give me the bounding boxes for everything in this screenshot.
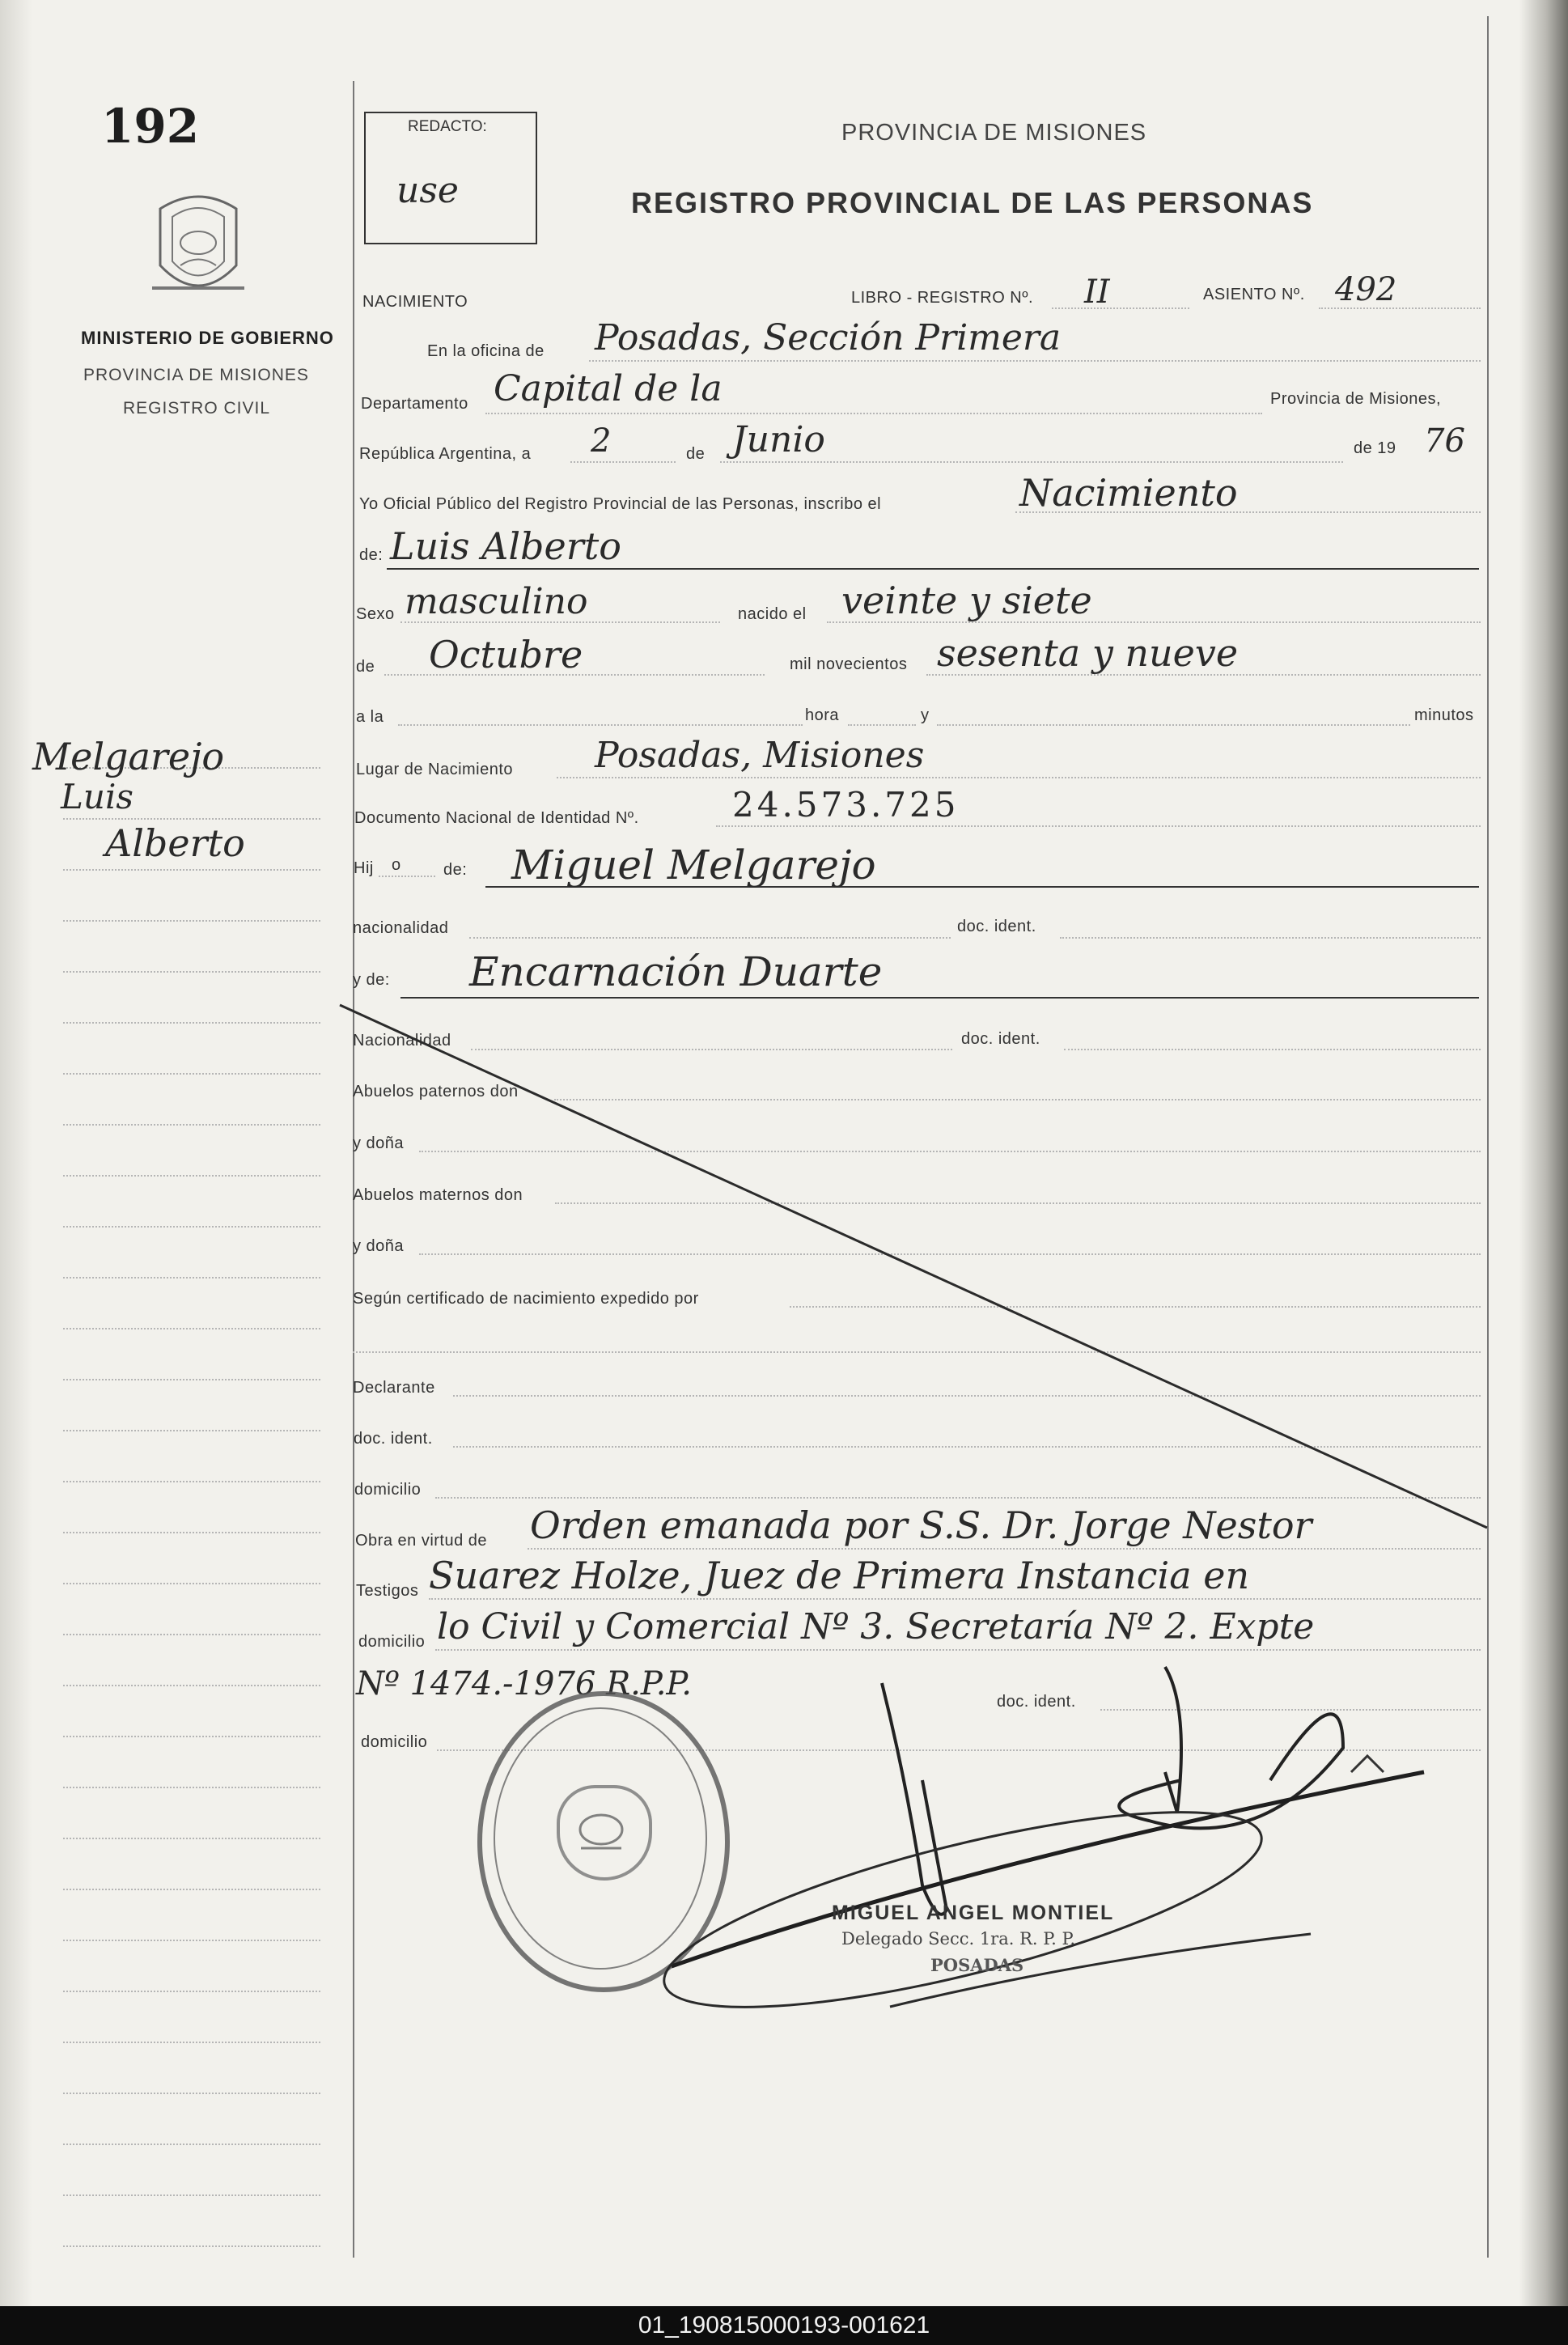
libro-label: LIBRO - REGISTRO Nº. (851, 289, 1034, 307)
anio-label: de 19 (1354, 439, 1396, 457)
oficina-label: En la oficina de (427, 342, 545, 360)
ydona-paterna-label: y doña (353, 1134, 405, 1152)
dni-value: 24.573.725 (732, 785, 960, 825)
nacido-label: nacido el (738, 605, 807, 623)
margin-note-surname: Melgarejo (32, 735, 225, 778)
anio-nac-value: sesenta y nueve (937, 631, 1239, 675)
declarante-label: Declarante (353, 1379, 435, 1397)
registry-label: REGISTRO CIVIL (123, 399, 271, 418)
docident-padre-label: doc. ident. (957, 918, 1036, 935)
testigos-value: Suarez Holze, Juez de Primera Instancia en (429, 1554, 1250, 1597)
acto-value: Nacimiento (1019, 471, 1238, 515)
redacto-value: use (396, 170, 459, 211)
registry-title: REGISTRO PROVINCIAL DE LAS PERSONAS (631, 186, 1314, 219)
domicilio-testigos-label: domicilio (358, 1633, 426, 1651)
provincia-label: Provincia de Misiones, (1270, 390, 1442, 408)
mes-nac-label: de (356, 658, 375, 676)
domicilio-testigos-value: lo Civil y Comercial Nº 3. Secretaría Nº 2. Expte (437, 1606, 1315, 1647)
madre-label: y de: (353, 971, 390, 989)
docident-testigos-label: doc. ident. (997, 1693, 1076, 1711)
official-role: Delegado Secc. 1ra. R. P. P. (841, 1929, 1076, 1949)
margin-note-middlename: Alberto (105, 821, 245, 865)
nacionalidad-padre-label: nacionalidad (353, 919, 449, 937)
sexo-value: masculino (405, 581, 588, 622)
domicilio-final-label: domicilio (361, 1733, 428, 1751)
testigos-label: Testigos (356, 1582, 419, 1600)
hijo-label: Hij (354, 859, 374, 877)
expediente-value: Nº 1474.-1976 R.P.P. (356, 1665, 692, 1703)
dia-value: 2 (591, 422, 612, 460)
nacionalidad-madre-label: Nacionalidad (353, 1032, 451, 1050)
redacto-label: REDACTO: (408, 118, 487, 135)
obra-value: Orden emanada por S.S. Dr. Jorge Nestor (530, 1503, 1312, 1547)
departamento-label: Departamento (361, 395, 468, 413)
asiento-label: ASIENTO Nº. (1203, 286, 1305, 303)
lugar-label: Lugar de Nacimiento (356, 761, 514, 778)
departamento-value: Capital de la (494, 368, 723, 409)
obra-label: Obra en virtud de (355, 1532, 488, 1550)
de-label: de (686, 445, 706, 463)
hora-label: hora (805, 706, 840, 724)
segun-label: Según certificado de nacimiento expedido por (353, 1290, 699, 1308)
docident-declarante-label: doc. ident. (354, 1430, 433, 1448)
abuelos-paternos-label: Abuelos paternos don (353, 1083, 519, 1100)
official-city: POSADAS (930, 1955, 1024, 1975)
mes-value: Junio (732, 419, 825, 460)
docident-madre-label: doc. ident. (961, 1030, 1040, 1048)
padre-value: Miguel Melgarejo (511, 842, 876, 888)
dni-label: Documento Nacional de Identidad Nº. (354, 809, 639, 827)
ministry-label: MINISTERIO DE GOBIERNO (81, 328, 334, 348)
oficina-value: Posadas, Sección Primera (595, 317, 1062, 358)
oficial-label: Yo Oficial Público del Registro Provincial de las Personas, inscribo el (359, 495, 882, 513)
province-heading: PROVINCIA DE MISIONES (841, 120, 1147, 146)
image-identifier: 01_190815000193-001621 (0, 2306, 1568, 2345)
margin-note-firstname: Luis (61, 777, 133, 816)
madre-value: Encarnación Duarte (469, 948, 883, 995)
abuelos-maternos-label: Abuelos maternos don (353, 1186, 523, 1204)
mes-nac-value: Octubre (429, 633, 583, 676)
minutos-label: minutos (1414, 706, 1474, 724)
anio-value: 76 (1424, 422, 1465, 460)
y-label: y (921, 706, 930, 724)
mil-label: mil novecientos (790, 655, 908, 673)
hijo-de-label: de: (443, 861, 468, 879)
ydona-materna-label: y doña (353, 1237, 405, 1255)
libro-value: II (1084, 274, 1110, 311)
page-number: 192 (101, 99, 200, 154)
nacido-value: veinte y siete (841, 579, 1092, 622)
domicilio-declarante-label: domicilio (354, 1481, 422, 1499)
ala-label: a la (356, 708, 384, 726)
asiento-value: 492 (1335, 271, 1397, 308)
province-label: PROVINCIA DE MISIONES (83, 366, 309, 384)
nacimiento-label: NACIMIENTO (362, 293, 468, 311)
hijo-suffix: o (392, 856, 401, 874)
lugar-value: Posadas, Misiones (595, 735, 925, 776)
nombre-value: Luis Alberto (390, 524, 621, 568)
republica-label: República Argentina, a (359, 445, 532, 463)
official-name: MIGUEL ANGEL MONTIEL (832, 1902, 1115, 1924)
nombre-label: de: (359, 546, 384, 564)
sexo-label: Sexo (356, 605, 395, 623)
